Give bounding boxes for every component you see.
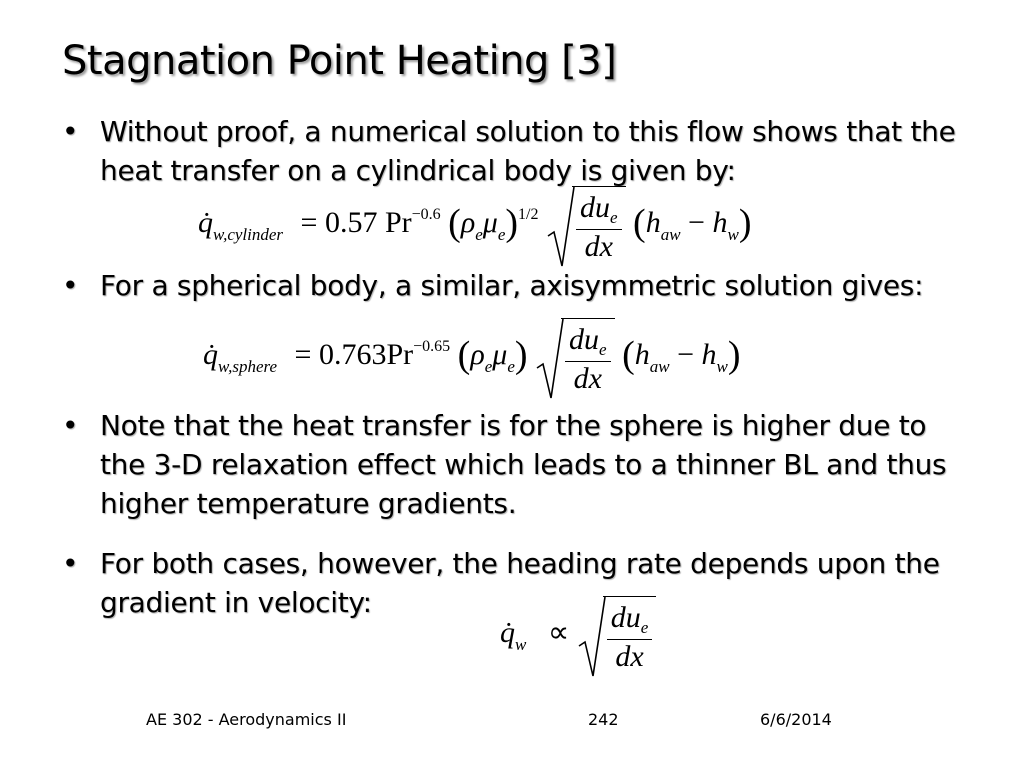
eq-fraction [607, 601, 653, 674]
eq-equals: = [294, 337, 312, 371]
eq-subscript: e [484, 356, 493, 376]
bullet-marker: • [62, 547, 79, 580]
eq-h: h [645, 205, 661, 239]
footer-course: AE 302 - Aerodynamics II [146, 710, 347, 729]
bullet-text: Note that the heat transfer is for the sphere is higher due to the 3-D relaxation effect which leads to a thinner BL and thus higher temperature gradients. [100, 409, 947, 520]
frac-numerator: du [580, 191, 610, 224]
eq-h: h [712, 205, 728, 239]
equation-proportional [500, 596, 656, 674]
eq-prandtl: Pr [384, 205, 412, 239]
eq-subscript: e [497, 224, 506, 244]
sqrt-radical [546, 186, 626, 264]
bullet-text: Without proof, a numerical solution to this flow shows that the heat transfer on a cylindrical body is given by: [100, 115, 956, 187]
bullet-text: For a spherical body, a similar, axisymmetric solution gives: [100, 269, 924, 302]
eq-subscript: aw [649, 356, 670, 376]
eq-subscript: e [507, 356, 515, 376]
equation-cylinder: $q̇_{w,cylinder} = 0.57$ $Pr^{-0.6}$ $(\rho_e\mu_e)^{1/2}$ $\frac{du_e}{dx}$ $(h_{aw} - h_w)$ [198, 186, 751, 264]
eq-rho: ρ [460, 205, 476, 239]
frac-denominator: dx [573, 362, 602, 395]
eq-subscript: w [727, 224, 739, 244]
footer-date: 6/6/2014 [760, 710, 832, 729]
eq-subscript: w,cylinder [213, 224, 284, 244]
eq-rho: ρ [470, 337, 485, 371]
eq-h: h [701, 337, 717, 371]
eq-mu: μ [492, 337, 508, 371]
eq-exponent: −0.6 [411, 205, 441, 223]
eq-h: h [634, 337, 650, 371]
bullet-marker: • [62, 409, 79, 442]
frac-numerator: du [610, 601, 641, 634]
eq-power: 1/2 [518, 205, 539, 223]
slide-title: Stagnation Point Heating [3] [62, 38, 617, 84]
bullet-marker: • [62, 115, 79, 148]
frac-denominator: dx [584, 230, 613, 263]
sqrt-radical [535, 318, 615, 396]
eq-subscript: w [716, 356, 728, 376]
eq-exponent: −0.65 [413, 337, 451, 355]
sqrt-radical [577, 596, 657, 674]
eq-minus: − [677, 337, 695, 371]
bullet-item [62, 406, 962, 526]
eq-minus: − [688, 205, 705, 239]
eq-q-dot: q̇ [203, 337, 218, 371]
eq-subscript: e [640, 618, 649, 637]
eq-subscript: aw [660, 224, 681, 244]
bullet-text: For both cases, however, the heading rate depends upon the gradient in velocity: [100, 547, 940, 619]
eq-subscript: e [475, 224, 483, 244]
eq-fraction [576, 191, 622, 264]
eq-subscript: e [610, 208, 618, 227]
eq-subscript: e [599, 340, 607, 359]
eq-subscript: w,sphere [218, 356, 278, 376]
eq-equals: = [300, 205, 318, 239]
eq-coefficient: 0.57 [324, 205, 378, 239]
bullet-marker: • [62, 269, 79, 302]
eq-coefficient: 0.763 [318, 337, 387, 371]
eq-proportional-symbol: ∝ [547, 615, 570, 649]
eq-q-dot: q̇ [198, 205, 213, 239]
eq-fraction [565, 323, 611, 396]
frac-numerator: du [569, 323, 600, 356]
eq-subscript: w [515, 634, 527, 654]
frac-denominator: dx [615, 640, 644, 673]
bullet-item [62, 112, 962, 192]
equation-sphere: $q̇_{w,sphere} = 0.763Pr^{-0.65}$ $(\rho_e\mu_e)$ $\frac{du_e}{dx}$ $(h_{aw} - h_w)$ [203, 318, 741, 396]
eq-q-dot: q̇ [500, 615, 515, 649]
eq-prandtl: Pr [386, 337, 414, 371]
eq-mu: μ [482, 205, 498, 239]
footer-page-number: 242 [588, 710, 619, 729]
